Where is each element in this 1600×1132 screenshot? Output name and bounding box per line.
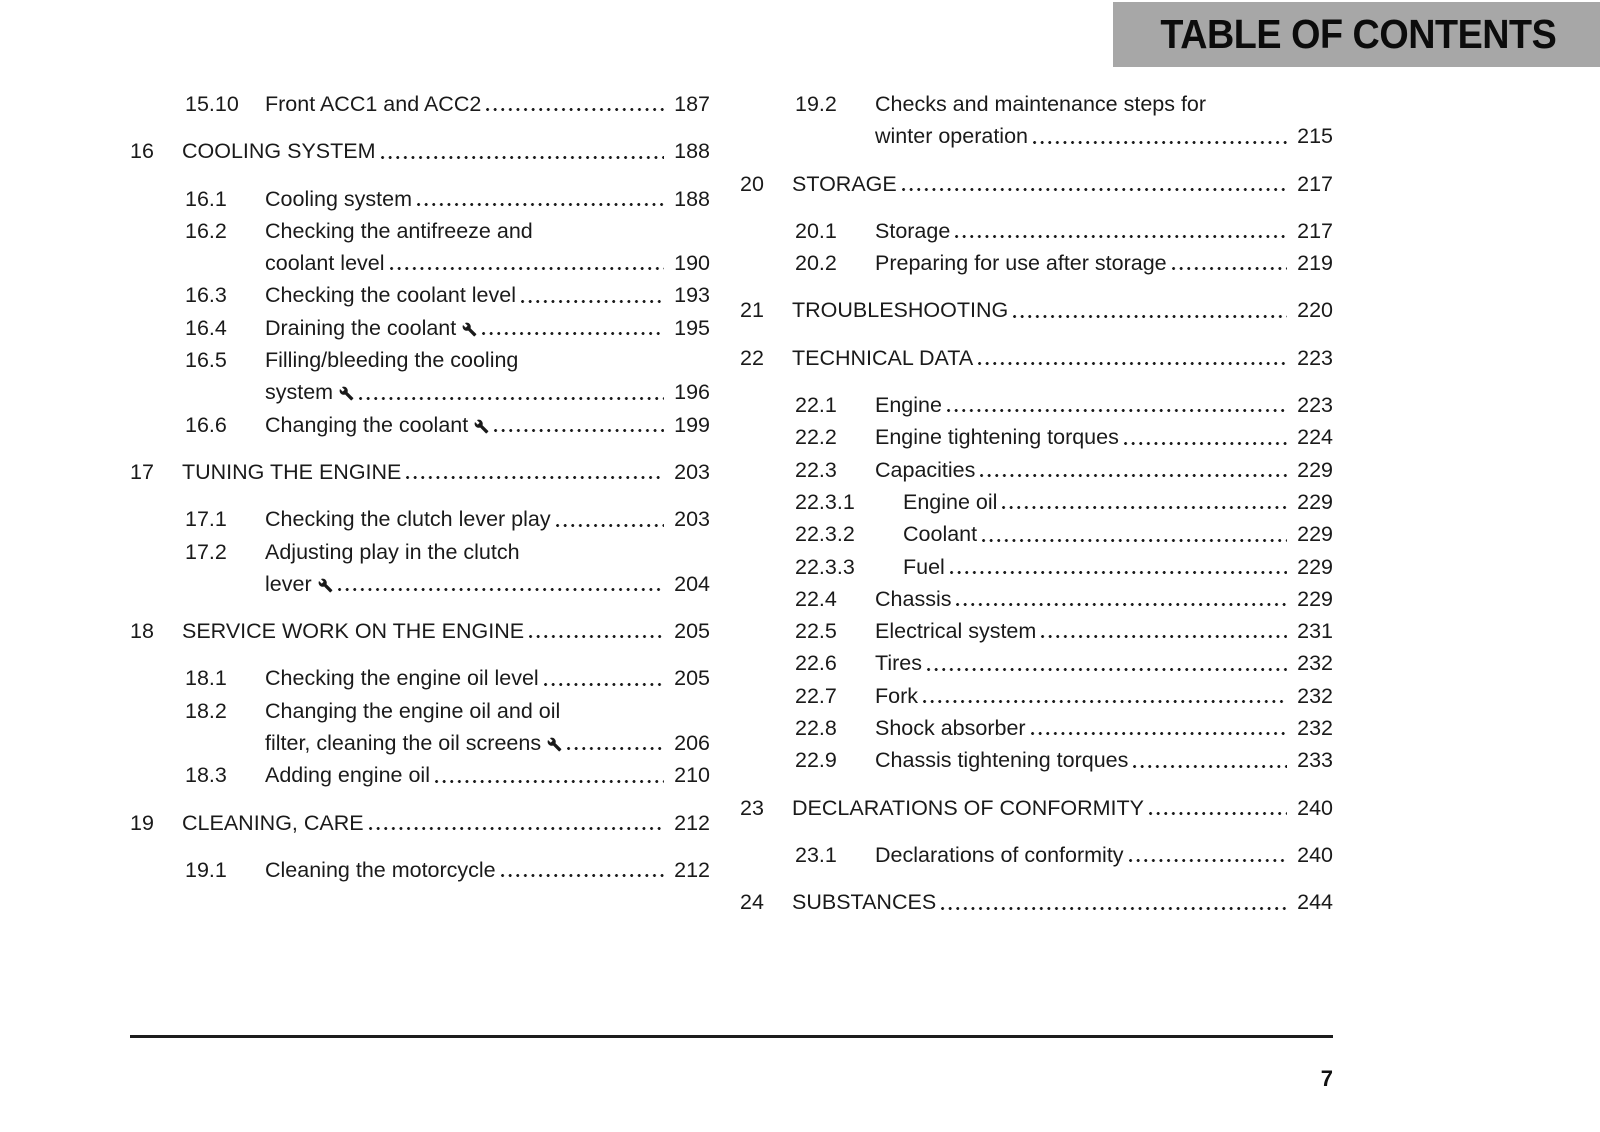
entry-title: Chassis <box>875 586 952 611</box>
dot-leader <box>1041 635 1287 638</box>
dot-leader <box>359 397 664 400</box>
entry-title: Shock absorber <box>875 716 1026 741</box>
entry-number: 16.6 <box>185 412 227 437</box>
toc-entry-16 <box>130 135 710 167</box>
entry-number: 20.2 <box>795 251 837 276</box>
entry-page-number: 229 <box>1297 522 1333 547</box>
entry-page-number: 240 <box>1297 795 1333 820</box>
entry-number: 18.1 <box>185 666 227 691</box>
dot-leader <box>529 635 664 638</box>
entry-title: Checking the coolant level <box>265 283 516 308</box>
wrench-icon <box>547 737 562 752</box>
entry-number: 17.1 <box>185 507 227 532</box>
entry-number: 22 <box>740 345 764 370</box>
dot-leader <box>927 668 1287 671</box>
entry-title: Engine tightening torques <box>875 425 1119 450</box>
entry-page-number: 232 <box>1297 651 1333 676</box>
toc-entry-20.1 <box>740 215 1333 247</box>
entry-page-number: 188 <box>674 139 710 164</box>
toc-column-left <box>130 88 710 886</box>
entry-number: 24 <box>740 890 764 915</box>
dot-leader <box>1149 812 1287 815</box>
toc-entry-15.10 <box>130 88 710 120</box>
entry-page-number: 190 <box>674 251 710 276</box>
dot-leader <box>390 267 665 270</box>
entry-number: 19.2 <box>795 92 837 116</box>
entry-number: 18.2 <box>185 698 227 723</box>
entry-number: 23 <box>740 795 764 820</box>
entry-page-number: 215 <box>1297 124 1333 149</box>
entry-number: 16.1 <box>185 186 227 211</box>
entry-number: 20 <box>740 171 764 196</box>
entry-page-number: 205 <box>674 666 710 691</box>
entry-page-number: 205 <box>674 619 710 644</box>
dot-leader <box>1172 267 1288 270</box>
entry-number: 16 <box>130 139 154 164</box>
wrench-icon <box>339 386 354 401</box>
entry-page-number: 199 <box>674 412 710 437</box>
entry-number: 21 <box>740 298 764 323</box>
entry-title: Checking the antifreeze and <box>265 218 533 243</box>
entry-title: Cleaning the motorcycle <box>265 857 496 882</box>
dot-leader <box>369 827 665 830</box>
toc-entry-22.5 <box>740 615 1333 647</box>
dot-leader <box>494 429 664 432</box>
entry-number: 22.3 <box>795 457 837 482</box>
dot-leader <box>982 539 1287 542</box>
toc-entry-16.3 <box>130 279 710 311</box>
entry-title: winter operation <box>875 124 1028 149</box>
wrench-icon <box>462 322 477 337</box>
entry-number: 17.2 <box>185 539 227 564</box>
entry-title: Filling/bleeding the cooling <box>265 348 519 373</box>
entry-number: 22.9 <box>795 748 837 773</box>
dot-leader <box>955 235 1287 238</box>
dot-leader <box>1002 506 1287 509</box>
entry-page-number: 193 <box>674 283 710 308</box>
entry-title: filter, cleaning the oil screens <box>265 731 542 756</box>
dot-leader <box>980 474 1287 477</box>
entry-title: Checking the clutch lever play <box>265 507 551 532</box>
dot-leader <box>544 683 664 686</box>
entry-page-number: 217 <box>1297 171 1333 196</box>
entry-page-number: 223 <box>1297 345 1333 370</box>
dot-leader <box>1013 315 1287 318</box>
entry-title: Storage <box>875 218 951 243</box>
entry-title: Cooling system <box>265 186 412 211</box>
entry-page-number: 229 <box>1297 457 1333 482</box>
dot-leader <box>521 300 664 303</box>
entry-number: 22.1 <box>795 393 837 418</box>
entry-number: 15.10 <box>185 92 239 116</box>
dot-leader <box>417 203 664 206</box>
entry-number: 22.5 <box>795 619 837 644</box>
dot-leader <box>567 747 664 750</box>
entry-number: 22.3.3 <box>795 554 855 579</box>
entry-page-number: 206 <box>674 731 710 756</box>
entry-title: COOLING SYSTEM <box>182 139 376 164</box>
entry-title: Checks and maintenance steps for <box>875 92 1207 116</box>
entry-page-number: 220 <box>1297 298 1333 323</box>
toc-entry-22.2 <box>740 421 1333 453</box>
wrench-icon <box>318 578 333 593</box>
dot-leader <box>482 332 664 335</box>
dot-leader <box>902 188 1287 191</box>
dot-leader <box>1133 765 1287 768</box>
entry-page-number: 233 <box>1297 748 1333 773</box>
dot-leader <box>950 571 1287 574</box>
entry-page-number: 203 <box>674 507 710 532</box>
entry-number: 18 <box>130 619 154 644</box>
entry-title: CLEANING, CARE <box>182 810 364 835</box>
toc-entry-22.4 <box>740 583 1333 615</box>
entry-page-number: 195 <box>674 315 710 340</box>
toc-entry-18.2 <box>130 695 710 760</box>
entry-number: 22.3.2 <box>795 522 855 547</box>
toc-entry-22.9 <box>740 744 1333 776</box>
toc-entry-18.1 <box>130 662 710 694</box>
entry-title: Declarations of conformity <box>875 842 1124 867</box>
entry-number: 19.1 <box>185 857 227 882</box>
toc-entry-22.3.2 <box>740 518 1333 550</box>
dot-leader <box>406 476 664 479</box>
entry-page-number: 212 <box>674 857 710 882</box>
entry-page-number: 219 <box>1297 251 1333 276</box>
toc-entry-22.3.3 <box>740 551 1333 583</box>
entry-title: Adding engine oil <box>265 763 430 788</box>
toc-entry-19.2 <box>740 88 1333 153</box>
toc-entry-23 <box>740 792 1333 824</box>
entry-page-number: 231 <box>1297 619 1333 644</box>
toc-entry-22.1 <box>740 389 1333 421</box>
dot-leader <box>1129 859 1288 862</box>
entry-title: STORAGE <box>792 171 897 196</box>
toc-entry-17.2 <box>130 536 710 601</box>
toc-entry-23.1 <box>740 839 1333 871</box>
page-title: TABLE OF CONTENTS <box>1160 11 1556 57</box>
toc-entry-18 <box>130 615 710 647</box>
entry-page-number: 244 <box>1297 890 1333 915</box>
entry-title: Front ACC1 and ACC2 <box>265 92 482 116</box>
entry-title: SUBSTANCES <box>792 890 937 915</box>
entry-page-number: 224 <box>1297 425 1333 450</box>
toc-entry-18.3 <box>130 759 710 791</box>
entry-title: Engine oil <box>903 489 998 514</box>
entry-title: Changing the coolant <box>265 412 469 437</box>
entry-title: Coolant <box>903 522 978 547</box>
page-header-banner <box>1113 2 1600 67</box>
entry-number: 23.1 <box>795 842 837 867</box>
entry-page-number: 188 <box>674 186 710 211</box>
entry-title: lever <box>265 571 312 596</box>
entry-title: SERVICE WORK ON THE ENGINE <box>182 619 525 644</box>
entry-page-number: 203 <box>674 459 710 484</box>
entry-number: 16.2 <box>185 218 227 243</box>
entry-number: 16.5 <box>185 348 227 373</box>
entry-title: Adjusting play in the clutch <box>265 539 520 564</box>
dot-leader <box>435 780 664 783</box>
toc-entry-17 <box>130 456 710 488</box>
entry-number: 18.3 <box>185 763 227 788</box>
dot-leader <box>978 362 1287 365</box>
entry-title: system <box>265 380 334 405</box>
entry-number: 22.2 <box>795 425 837 450</box>
entry-number: 17 <box>130 459 154 484</box>
dot-leader <box>1124 442 1287 445</box>
entry-title: Fork <box>875 683 918 708</box>
dot-leader <box>923 700 1287 703</box>
dot-leader <box>1031 732 1288 735</box>
entry-title: Preparing for use after storage <box>875 251 1167 276</box>
toc-entry-19.1 <box>130 854 710 886</box>
entry-number: 22.3.1 <box>795 489 855 514</box>
entry-title: Changing the engine oil and oil <box>265 698 561 723</box>
entry-number: 20.1 <box>795 218 837 243</box>
toc-entry-22.3.1 <box>740 486 1333 518</box>
entry-number: 22.6 <box>795 651 837 676</box>
entry-title: TROUBLESHOOTING <box>792 298 1009 323</box>
toc-entry-16.1 <box>130 183 710 215</box>
wrench-icon <box>474 419 489 434</box>
toc-entry-22.3 <box>740 454 1333 486</box>
entry-page-number: 217 <box>1297 218 1333 243</box>
entry-title: Chassis tightening torques <box>875 748 1129 773</box>
entry-title: TUNING THE ENGINE <box>182 459 402 484</box>
dot-leader <box>486 108 664 111</box>
entry-title: Tires <box>875 651 922 676</box>
dot-leader <box>381 156 665 159</box>
entry-title: DECLARATIONS OF CONFORMITY <box>792 795 1144 820</box>
footer-divider <box>130 1035 1333 1038</box>
footer-page-number: 7 <box>1320 1066 1333 1091</box>
toc-entry-22 <box>740 342 1333 374</box>
dot-leader <box>1033 141 1287 144</box>
toc-entry-20 <box>740 168 1333 200</box>
entry-page-number: 196 <box>674 380 710 405</box>
toc-entry-16.5 <box>130 344 710 409</box>
entry-title: Checking the engine oil level <box>265 666 539 691</box>
entry-number: 16.3 <box>185 283 227 308</box>
toc-entry-19 <box>130 807 710 839</box>
dot-leader <box>941 907 1287 910</box>
entry-title: Electrical system <box>875 619 1037 644</box>
toc-entry-17.1 <box>130 503 710 535</box>
entry-title: Fuel <box>903 554 945 579</box>
toc-entry-16.4 <box>130 312 710 344</box>
entry-page-number: 204 <box>674 571 710 596</box>
entry-page-number: 229 <box>1297 554 1333 579</box>
dot-leader <box>556 524 665 527</box>
toc-entry-24 <box>740 886 1333 918</box>
toc-entry-22.6 <box>740 647 1333 679</box>
toc-entry-16.2 <box>130 215 710 280</box>
entry-title: coolant level <box>265 251 385 276</box>
entry-number: 22.8 <box>795 716 837 741</box>
entry-number: 22.4 <box>795 586 837 611</box>
entry-page-number: 223 <box>1297 393 1333 418</box>
entry-page-number: 229 <box>1297 586 1333 611</box>
dot-leader <box>956 603 1287 606</box>
entry-page-number: 187 <box>674 92 710 116</box>
entry-number: 22.7 <box>795 683 837 708</box>
toc-entry-22.7 <box>740 680 1333 712</box>
toc-entry-16.6 <box>130 409 710 441</box>
toc-entry-22.8 <box>740 712 1333 744</box>
dot-leader <box>338 588 665 591</box>
entry-number: 16.4 <box>185 315 227 340</box>
entry-number: 19 <box>130 810 154 835</box>
entry-page-number: 229 <box>1297 489 1333 514</box>
dot-leader <box>947 409 1287 412</box>
entry-title: Capacities <box>875 457 976 482</box>
entry-page-number: 240 <box>1297 842 1333 867</box>
entry-page-number: 232 <box>1297 683 1333 708</box>
entry-page-number: 210 <box>674 763 710 788</box>
entry-page-number: 212 <box>674 810 710 835</box>
entry-page-number: 232 <box>1297 716 1333 741</box>
toc-entry-21 <box>740 294 1333 326</box>
dot-leader <box>501 874 664 877</box>
toc-entry-20.2 <box>740 247 1333 279</box>
entry-title: Engine <box>875 393 942 418</box>
entry-title: Draining the coolant <box>265 315 457 340</box>
entry-title: TECHNICAL DATA <box>792 345 974 370</box>
toc-column-right <box>740 88 1333 934</box>
